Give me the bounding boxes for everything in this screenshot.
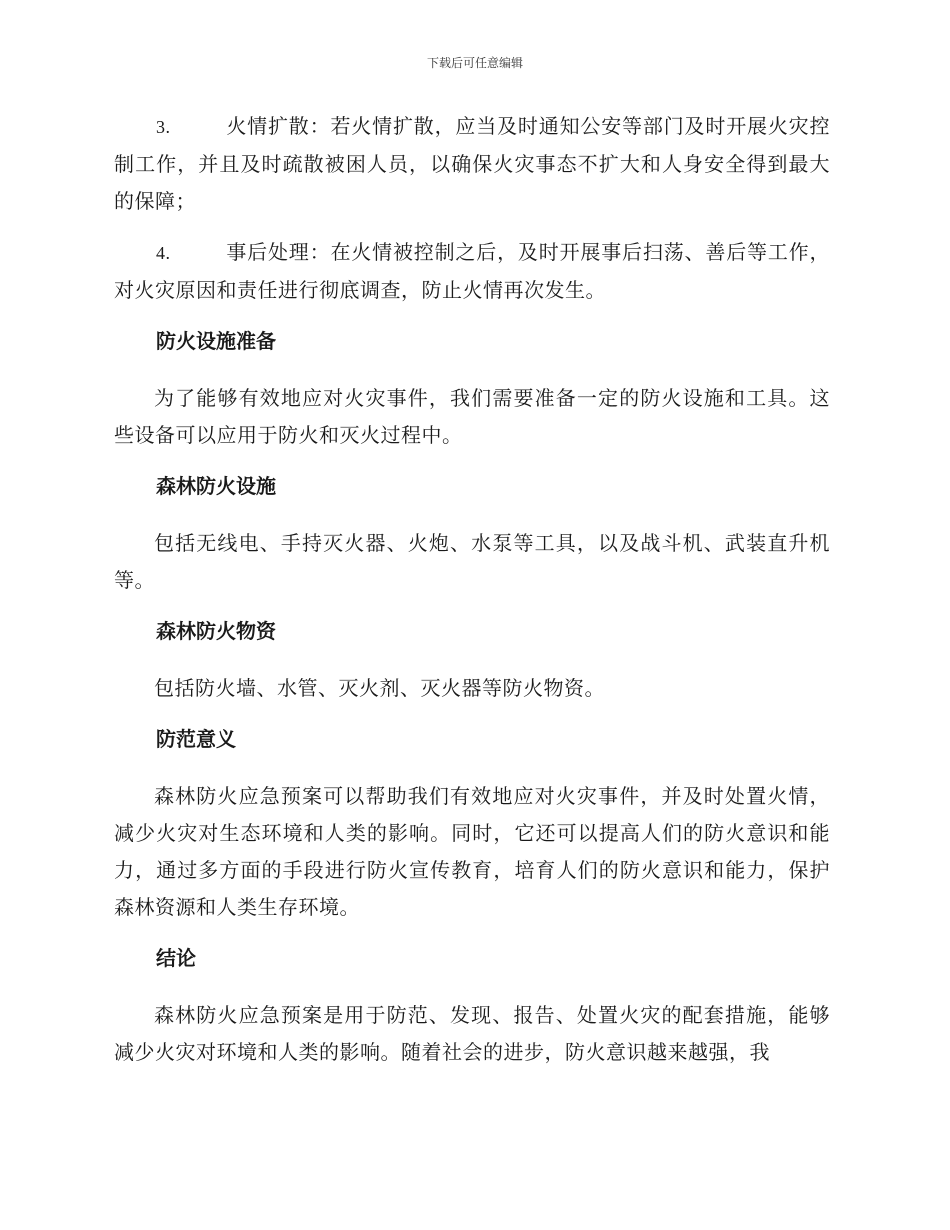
section-heading-meaning: 防范意义 [156, 727, 236, 751]
list-number: 3. [156, 117, 171, 137]
list-item-text: 事后处理：在火情被控制之后，及时开展事后扫荡、善后等工作，对火灾原因和责任进行彻底调查，防止火情再次发生。 [114, 240, 830, 302]
paragraph-prep: 为了能够有效地应对火灾事件，我们需要准备一定的防火设施和工具。这些设备可以应用于防火和灭火过程中。 [114, 386, 830, 447]
list-number: 4. [156, 243, 171, 263]
paragraph-supply: 包括防火墙、水管、灭火剂、灭火器等防火物资。 [154, 676, 605, 700]
list-item-3 [114, 108, 830, 220]
section-heading-supply: 森林防火物资 [156, 619, 276, 643]
section-heading-facility: 森林防火设施 [156, 474, 276, 498]
document-body [114, 108, 830, 1085]
paragraph-conclusion: 森林防火应急预案是用于防范、发现、报告、处置火灾的配套措施，能够减少火灾对环境和人类的影响。随着社会的进步，防火意识越来越强，我 [114, 1003, 830, 1064]
list-item-text: 火情扩散：若火情扩散，应当及时通知公安等部门及时开展火灾控制工作，并且及时疏散被困人员，以确保火灾事态不扩大和人身安全得到最大的保障； [114, 114, 830, 213]
list-item-4 [114, 234, 830, 309]
section-heading-conclusion: 结论 [156, 946, 196, 970]
section-heading-prep: 防火设施准备 [156, 329, 276, 353]
page-header: 下载后可任意编辑 [426, 56, 523, 70]
paragraph-facility: 包括无线电、手持灭火器、火炮、水泵等工具，以及战斗机、武装直升机等。 [114, 531, 830, 592]
paragraph-meaning: 森林防火应急预案可以帮助我们有效地应对火灾事件，并及时处置火情，减少火灾对生态环境和人类的影响。同时，它还可以提高人们的防火意识和能力，通过多方面的手段进行防火宣传教育，培育人们的防火意识和能力，保护森林资源和人类生存环境。 [114, 784, 830, 919]
